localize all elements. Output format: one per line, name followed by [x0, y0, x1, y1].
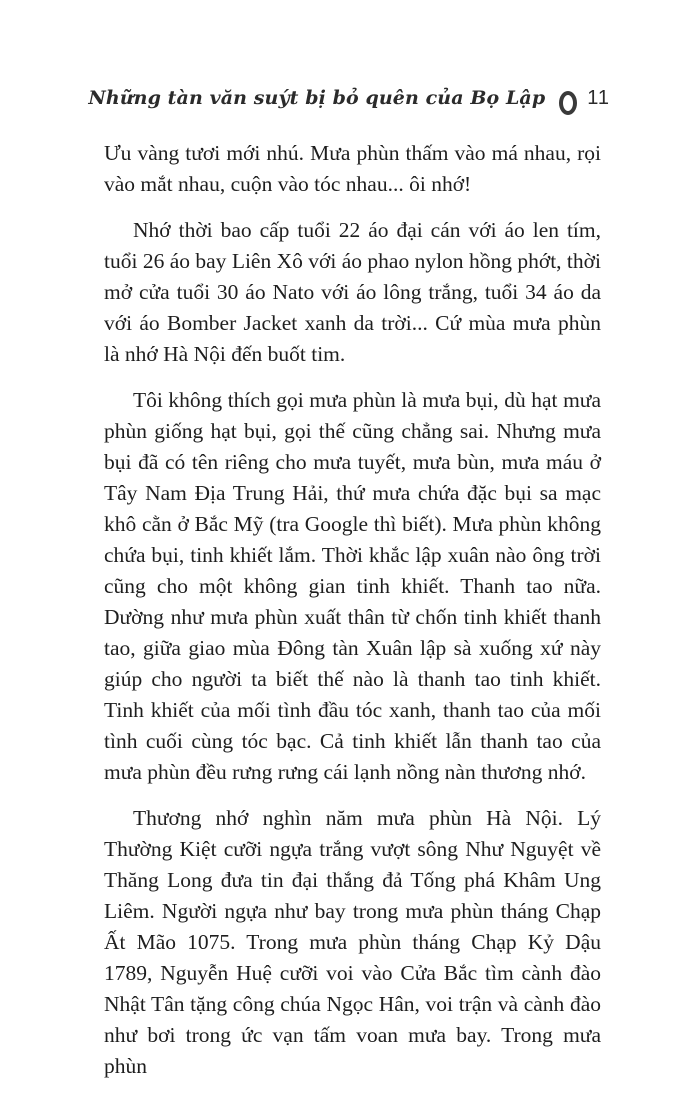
ring-ornament-icon [559, 91, 577, 115]
body-text [104, 138, 601, 1097]
paragraph-4: Thương nhớ nghìn năm mưa phùn Hà Nội. Lý Thường Kiệt cưỡi ngựa trắng vượt sông Như Nguyệt về Thăng Long đưa tin đại thắng đả Tống phá Khâm Ung Liêm. Người ngựa như bay trong mưa phùn tháng Chạp Ất Mão 1075. Trong mưa phùn tháng Chạp Kỷ Dậu 1789, Nguyễn Huệ cưỡi voi vào Cửa Bắc tìm cành đào Nhật Tân tặng công chúa Ngọc Hân, voi trận và cành đào như bơi trong ức vạn tấm voan mưa bay. Trong mưa phùn [104, 806, 601, 1078]
running-header [88, 78, 610, 118]
paragraph-3: Tôi không thích gọi mưa phùn là mưa bụi, dù hạt mưa phùn giống hạt bụi, gọi thế cũng chẳng sai. Nhưng mưa bụi đã có tên riêng cho mưa tuyết, mưa bùn, mưa máu ở Tây Nam Địa Trung Hải, thứ mưa chứa đặc bụi sa mạc khô cằn ở Bắc Mỹ (tra Google thì biết). Mưa phùn không chứa bụi, tinh khiết lắm. Thời khắc lập xuân nào ông trời cũng cho một không gian tinh khiết. Thanh tao nữa. Dường như mưa phùn xuất thân từ chốn tinh khiết thanh tao, giữa giao mùa Đông tàn Xuân lập sà xuống xứ này giúp cho người ta biết thế nào là thanh tao tinh khiết. Tinh khiết của mối tình đầu tóc xanh, thanh tao của mối tình cuối cùng tóc bạc. Cả tinh khiết lẫn thanh tao của mưa phùn đều rưng rưng cái lạnh nồng nàn thương nhớ. [104, 388, 601, 784]
paragraph-1: Ưu vàng tươi mới nhú. Mưa phùn thấm vào má nhau, rọi vào mắt nhau, cuộn vào tóc nhau... ôi nhớ! [104, 141, 601, 196]
paragraph-2: Nhớ thời bao cấp tuổi 22 áo đại cán với áo len tím, tuổi 26 áo bay Liên Xô với áo phao nylon hồng phớt, thời mở cửa tuổi 30 áo Nato với áo lông trắng, tuổi 34 áo da với áo Bomber Jacket xanh da trời... Cứ mùa mưa phùn là nhớ Hà Nội đến buốt tim. [104, 218, 601, 366]
running-title: Những tàn văn suýt bị bỏ quên của Bọ Lập [88, 87, 546, 109]
page-number: 11 [587, 86, 610, 109]
